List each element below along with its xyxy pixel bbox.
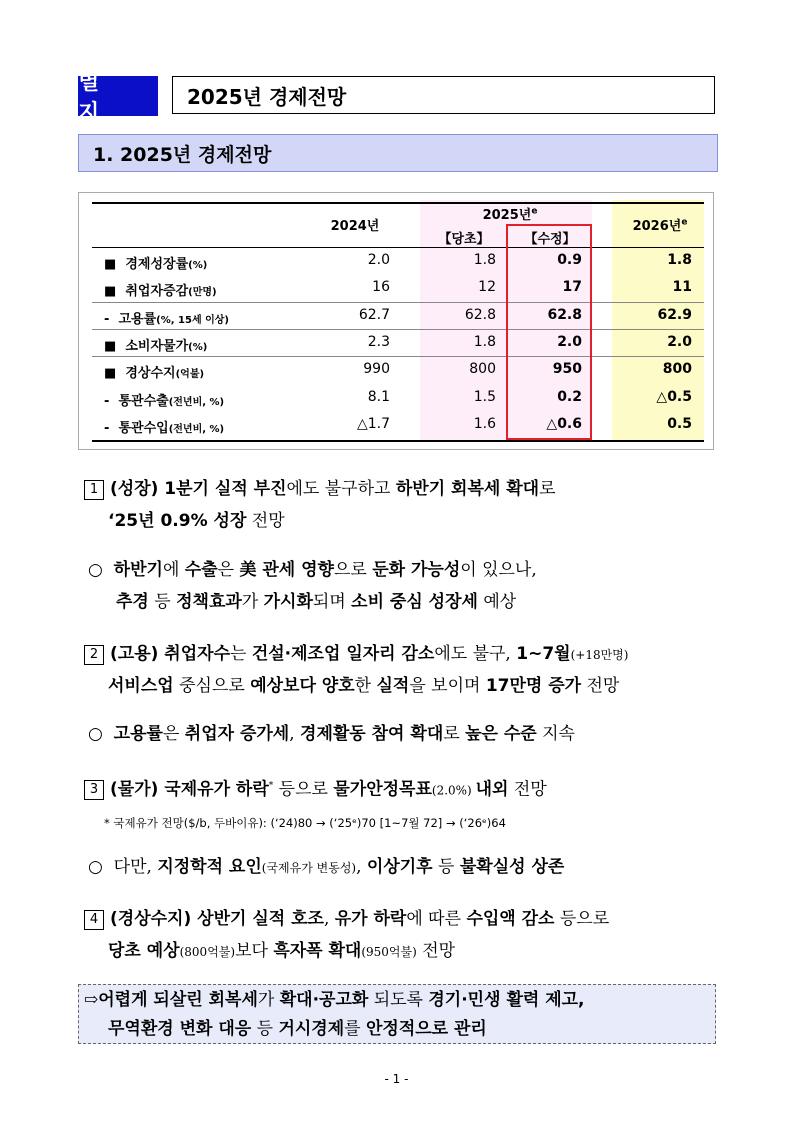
- header-2026-label: 2026년: [632, 219, 682, 234]
- conclusion-line1: [84, 985, 585, 1015]
- point-growth-detail: [88, 555, 537, 585]
- row-rule: [92, 302, 704, 303]
- cell-orig: 1.5: [473, 389, 496, 405]
- row-bullet: ■: [104, 257, 117, 272]
- text: 전망: [508, 779, 547, 800]
- text: 1~7월: [516, 644, 571, 664]
- number-box-icon: 1: [84, 480, 104, 500]
- text: 경기·민생 활력 제고,: [428, 990, 585, 1010]
- text: 예상보다 양호: [250, 676, 355, 696]
- row-name: 취업자증감: [125, 284, 189, 299]
- text: (성장) 1분기 실적 부진: [110, 479, 287, 499]
- text: (800억불): [179, 945, 236, 959]
- cell-rev: △0.6: [546, 416, 582, 432]
- row-unit: (만명): [188, 287, 217, 298]
- text: 전망: [581, 676, 620, 696]
- page-number: - 1 -: [384, 1072, 409, 1086]
- text: 에: [162, 560, 185, 580]
- text: ,: [356, 857, 367, 877]
- text: 건설·제조업 일자리 감소: [251, 644, 435, 664]
- section-title: 1. 2025년 경제전망: [78, 134, 718, 172]
- text: 하반기 회복세 확대: [395, 479, 540, 499]
- oil-price-footnote: * 국제유가 전망($/b, 두바이유): (‘24)80 → (‘25ᵉ)70 [1~7월 72] → (‘26ᵉ)64: [104, 816, 506, 830]
- header-2025-revised: 【수정】: [524, 232, 576, 247]
- header-2025-sup: e: [531, 206, 538, 217]
- row-name: 통관수입: [118, 421, 169, 436]
- text: 로: [539, 479, 556, 499]
- text: 거시경제: [278, 1019, 345, 1039]
- cell-orig: 1.8: [473, 252, 496, 268]
- cell-v2024: 2.0: [367, 252, 390, 268]
- text: ,: [289, 724, 301, 744]
- text: 는: [230, 644, 252, 664]
- text: ,: [323, 909, 335, 929]
- text: 둔화 가능성: [372, 560, 461, 580]
- cell-v2026: 62.9: [657, 307, 692, 323]
- text: 예상: [477, 592, 517, 612]
- text: 추경: [116, 592, 149, 612]
- row-name: 경상수지: [125, 366, 176, 381]
- row-name: 고용률: [118, 312, 157, 327]
- text: 에 따른: [406, 909, 467, 929]
- cell-rev: 62.8: [547, 307, 582, 323]
- text: 가: [257, 990, 280, 1010]
- text: 수입액 감소: [466, 909, 555, 929]
- text: (국제유가 변동성): [261, 861, 357, 875]
- cell-rev: 0.2: [557, 389, 582, 405]
- row-name: 소비자물가: [125, 339, 189, 354]
- point-employment-line2: [108, 671, 619, 701]
- text: (2.0%): [431, 783, 476, 798]
- header-2026: [620, 215, 700, 234]
- text: 무역환경 변화 대응: [108, 1019, 252, 1039]
- point-current-account-line2: [108, 936, 455, 967]
- point-prices-detail: [88, 852, 564, 883]
- text: 로: [443, 724, 466, 744]
- arrow-right-icon: ⇨: [84, 990, 99, 1010]
- text: 17만명 증가: [485, 676, 582, 696]
- text: 을 보이며: [409, 676, 486, 696]
- text: 美 관세 영향: [239, 560, 334, 580]
- text: 다만,: [113, 857, 158, 877]
- text: 지속: [536, 724, 575, 744]
- header-2025-label: 2025년: [482, 208, 532, 223]
- cell-v2026: △0.5: [656, 389, 692, 405]
- row-label: [104, 362, 204, 381]
- row-rule: [92, 356, 704, 357]
- text: 를: [344, 1019, 366, 1039]
- text: 으로: [333, 560, 373, 580]
- footnote-marker: *: [268, 781, 274, 791]
- conclusion-line2: [108, 1014, 487, 1044]
- cell-v2026: 800: [662, 361, 692, 377]
- cell-v2024: 8.1: [367, 389, 390, 405]
- text: 에도 불구하고: [286, 479, 396, 499]
- text: (고용) 취업자수: [110, 644, 230, 664]
- text: 등으로: [273, 779, 334, 800]
- cell-v2024: 62.7: [358, 307, 390, 323]
- text: 안정적으로 관리: [365, 1019, 487, 1039]
- text: (950억불): [361, 945, 417, 959]
- text: 유가 하락: [334, 909, 407, 929]
- text: 당초 예상: [108, 941, 180, 961]
- text: ‘25년 0.9% 성장: [108, 511, 247, 531]
- point-growth-detail-line2: [116, 587, 516, 617]
- point-employment: [84, 639, 628, 670]
- appendix-tag: 별 지: [78, 76, 158, 116]
- text: 등: [432, 857, 460, 877]
- row-unit: (%): [188, 342, 208, 353]
- cell-v2024: 16: [372, 279, 390, 295]
- cell-rev: 950: [552, 361, 582, 377]
- text: (경상수지) 상반기 실적 호조: [110, 909, 324, 929]
- row-label: [104, 280, 217, 299]
- point-growth-line2: [108, 506, 285, 536]
- text: 등: [251, 1019, 279, 1039]
- text: 전망: [246, 511, 285, 531]
- text: 소비 중심 성장세: [351, 592, 478, 612]
- text: 은: [217, 560, 240, 580]
- row-bullet: -: [104, 312, 110, 327]
- row-unit: (전년비, %): [168, 424, 225, 435]
- cell-v2024: 990: [363, 361, 390, 377]
- text: 이상기후: [366, 857, 433, 877]
- cell-v2026: 11: [672, 279, 692, 295]
- point-growth: [84, 474, 556, 504]
- text: 확대·공고화: [279, 990, 369, 1010]
- cell-rev: 0.9: [557, 252, 582, 268]
- text: 전망: [416, 941, 456, 961]
- cell-v2024: 2.3: [367, 334, 390, 350]
- cell-v2026: 2.0: [667, 334, 692, 350]
- text: 흑자폭 확대: [273, 941, 362, 961]
- point-employment-detail: [88, 719, 575, 749]
- text: 지정학적 요인: [157, 857, 262, 877]
- text: 정책효과: [176, 592, 242, 612]
- row-bullet: -: [104, 394, 110, 409]
- row-unit: (전년비, %): [168, 397, 225, 408]
- cell-v2026: 1.8: [667, 252, 692, 268]
- row-bullet: -: [104, 421, 110, 436]
- text: 보다: [235, 941, 274, 961]
- text: (+18만명): [570, 648, 629, 662]
- number-box-icon: 3: [84, 780, 104, 800]
- row-unit: (%): [188, 260, 208, 271]
- header-2026-sup: e: [681, 217, 688, 228]
- text: 수출: [184, 560, 218, 580]
- text: 어렵게 되살린 회복세: [98, 990, 258, 1010]
- number-box-icon: 2: [84, 645, 104, 665]
- cell-orig: 12: [478, 279, 496, 295]
- text: 가시화: [263, 592, 313, 612]
- circle-bullet-icon: ○: [88, 724, 103, 744]
- cell-orig: 62.8: [464, 307, 496, 323]
- header-2025-original: 【당초】: [438, 232, 490, 247]
- text: 등: [148, 592, 177, 612]
- text: 내외: [475, 779, 509, 800]
- text: 가: [241, 592, 264, 612]
- text: 경제활동 참여 확대: [300, 724, 444, 744]
- circle-bullet-icon: ○: [88, 857, 103, 877]
- row-label: [104, 253, 207, 272]
- text: 하반기: [113, 560, 163, 580]
- row-name: 통관수출: [118, 394, 169, 409]
- document-title: 2025년 경제전망: [172, 76, 715, 114]
- text: 한: [354, 676, 377, 696]
- row-bullet: ■: [104, 284, 117, 299]
- text: 되며: [312, 592, 352, 612]
- row-label: [104, 335, 207, 354]
- row-label: [104, 390, 224, 409]
- row-bullet: ■: [104, 339, 117, 354]
- text: 불확실성 상존: [459, 857, 565, 877]
- text: 물가안정목표: [333, 779, 432, 800]
- cell-v2026: 0.5: [667, 416, 692, 432]
- circle-bullet-icon: ○: [88, 560, 103, 580]
- text: 중심으로: [173, 676, 251, 696]
- row-name: 경제성장률: [125, 257, 189, 272]
- text: 에도 불구,: [434, 644, 517, 664]
- cell-orig: 800: [469, 361, 496, 377]
- text: 취업자 증가세: [184, 724, 290, 744]
- row-bullet: ■: [104, 366, 117, 381]
- row-unit: (억불): [175, 369, 205, 380]
- header-2024: 2024년: [330, 219, 380, 234]
- point-prices: [84, 771, 547, 806]
- text: (물가) 국제유가 하락: [110, 779, 269, 800]
- text: 서비스업: [108, 676, 174, 696]
- row-unit: (%, 15세 이상): [156, 315, 229, 326]
- revised-column-highlight: [506, 224, 592, 440]
- text: 고용률: [113, 724, 163, 744]
- header-2025: [440, 204, 580, 223]
- text: 은: [162, 724, 185, 744]
- table-top-rule: [92, 202, 704, 204]
- number-box-icon: 4: [84, 910, 104, 930]
- header-rule: [92, 247, 704, 248]
- row-label: [104, 417, 224, 436]
- row-label: [104, 308, 229, 327]
- text: 높은 수준: [465, 724, 537, 744]
- cell-orig: 1.8: [473, 334, 496, 350]
- cell-rev: 2.0: [557, 334, 582, 350]
- cell-rev: 17: [562, 279, 582, 295]
- text: 이 있으나,: [460, 560, 537, 580]
- table-bottom-rule: [92, 440, 704, 442]
- text: 되도록: [368, 990, 429, 1010]
- point-current-account: [84, 904, 609, 934]
- cell-v2024: △1.7: [356, 416, 390, 432]
- text: 등으로: [554, 909, 610, 929]
- cell-orig: 1.6: [473, 416, 496, 432]
- text: 실적: [376, 676, 410, 696]
- row-rule: [92, 329, 704, 330]
